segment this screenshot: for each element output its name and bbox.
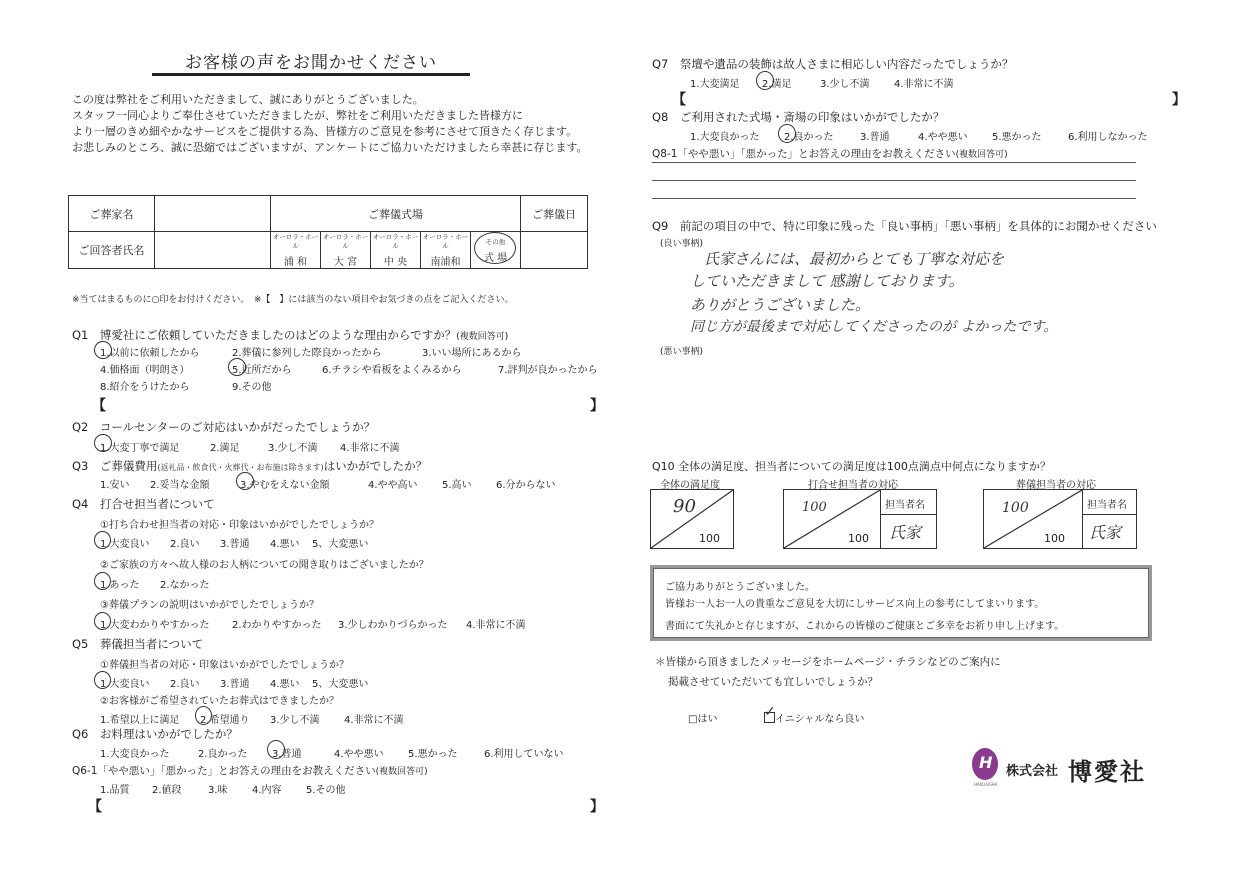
hall-option[interactable]: オーロラ・ホール 中 央 [371,232,421,269]
q5-option[interactable]: 2.良い [170,679,200,690]
q8-option[interactable]: 1.大変良かった [690,132,760,143]
info-table [68,195,588,269]
consent-line: ＊皆様から頂きましたメッセージをホームページ・チラシなどのご案内に [655,656,1001,668]
q2-option[interactable]: 2.満足 [210,443,240,454]
company-prefix: 株式会社 [1006,764,1059,779]
q1-option[interactable]: 4.価格面（明朗さ） [100,365,190,376]
hall-label: ご葬儀式場 [271,196,521,232]
family-name-label: ご葬家名 [69,196,155,232]
hall-option[interactable]: オーロラ・ホール 大 宮 [321,232,371,269]
intro-line: より一層のきめ細やかなサービスをご提供する為、皆様方のご意見を参考にさせて頂きたく存じます。 [72,125,578,138]
q5-option[interactable]: 5、大変悪い [312,679,369,690]
planner-score: 100 [802,500,827,515]
q3-option[interactable]: 2.妥当な金額 [150,480,210,491]
q3-option[interactable]: 1.安い [100,480,130,491]
score-max: 100 [699,532,720,545]
q2-option[interactable]: 3.少し不満 [268,443,318,454]
score-max: 100 [848,532,869,545]
q4-option[interactable]: 1.大変わかりやすかった [100,620,210,631]
q6-option[interactable]: 6.利用していない [484,749,564,760]
q10-col-label: 全体の満足度 [660,480,720,491]
q6-option[interactable]: 5.悪かった [408,749,458,760]
q7-option[interactable]: 2.満足 [762,79,792,90]
intro-line: お悲しみのところ、誠に恐縮ではございますが、アンケートにご協力いただけましたら幸甚に存じます。 [72,141,588,154]
date-label: ご葬儀日 [521,196,588,232]
q5-option[interactable]: 1.希望以上に満足 [100,715,180,726]
q1-option[interactable]: 9.その他 [232,382,272,393]
staff-name: 氏家 [1089,523,1122,542]
q1-option[interactable]: 1.以前に依頼したから [100,348,200,359]
q7-label: Q7 祭壇や遺品の装飾は故人さまに相応しい内容だったでしょうか？ [652,57,1014,71]
q7-option[interactable]: 1.大変満足 [690,79,740,90]
q1-option[interactable]: 7.評判が良かったから [498,365,598,376]
thanks-line: 皆様お一人お一人の貴重なご意見を大切にしサービス向上の参考にしてまいります。 [665,599,1045,610]
q9-label: Q9 前記の項目の中で、特に印象に残った「良い事柄」「悪い事柄」を具体的にお聞かせください [652,219,1157,233]
hall-option[interactable]: オーロラ・ホール 南浦和 [421,232,471,269]
score-max: 100 [1044,532,1065,545]
q7-bracket-close: 】 [1172,92,1186,108]
consent-initial-option[interactable]: ✓ イニシャルなら良い [764,704,865,725]
q6-bracket-close: 】 [590,799,604,815]
q2-option[interactable]: 4.非常に不満 [340,443,400,454]
company-name: 博愛社 [1068,758,1146,786]
staff-cell [1082,490,1137,548]
q3-option[interactable]: 5.高い [442,480,472,491]
intro-line: この度は弊社をご利用いただきまして、誠にありがとうございました。 [72,93,424,106]
q8-option[interactable]: 2.良かった [784,132,834,143]
q8-sub-label: Q8-1「やや悪い」「悪かった」とお答えの理由をお教えください(複数回答可) [652,148,1008,160]
q10-col-label: 葬儀担当者の対応 [1016,480,1096,491]
logo-mark-letter: H [979,753,993,772]
answer-line [652,162,1136,163]
q8-option[interactable]: 5.悪かった [992,132,1042,143]
q1-bracket-open: 【 [92,398,106,414]
q1-option[interactable]: 5.近所だから [232,365,292,376]
q4-sub3: ③葬儀プランの説明はいかがでしたでしょうか？ [100,600,319,611]
q1-option[interactable]: 3.いい場所にあるから [422,348,522,359]
q5-sub1: ①葬儀担当者の対応・印象はいかがでしたでしょうか？ [100,660,349,671]
q7-option[interactable]: 3.少し不満 [820,79,870,90]
q9-handwriting: 同じ方が最後まで対応してくださったのが よかったです。 [690,319,1058,335]
q4-sub2: ②ご家族の方々へ故人様のお人柄についての聞き取りはございましたか？ [100,560,429,571]
q4-option[interactable]: 1.大変良い [100,539,150,550]
company-logo-icon [972,748,998,780]
q4-sub1: ①打ち合わせ担当者の対応・印象はいかがでしたでしょうか？ [100,520,379,531]
staff-label: 担当者名 [1087,500,1127,511]
diagonal-divider [984,490,1082,548]
q5-option[interactable]: 3.普通 [220,679,250,690]
respondent-label: ご回答者氏名 [69,232,155,269]
consent-yes-option[interactable]: □はい [688,714,718,725]
q7-bracket-open: 【 [672,92,686,108]
q4-option[interactable]: 2.良い [170,539,200,550]
q3-label: Q3 ご葬儀費用(返礼品・飲食代・火葬代・お布施は除きます)はいかがでしたか？ [72,459,428,473]
q6-bracket-open: 【 [88,799,102,815]
q4-option[interactable]: 1.あった [100,580,140,591]
q6-option[interactable]: 2.良かった [198,749,248,760]
q1-option[interactable]: 6.チラシや看板をよくみるから [322,365,462,376]
q5-option[interactable]: 4.悪い [270,679,300,690]
q2-label: Q2 コールセンターのご対応はいかがだったでしょうか？ [72,420,376,434]
q5-option[interactable]: 2.希望通り [200,715,250,726]
respondent-field[interactable] [155,232,271,269]
answer-line [652,180,1136,181]
q9-good-label: (良い事柄) [660,239,704,249]
answer-line [652,198,1136,199]
instruction-note: ※当てはまるものに○印をお付けください。 ※【 】には該当のない項目やお気づきの点をご記入ください。 [72,295,514,305]
thank-you-box [650,565,1152,641]
q8-label: Q8 ご利用された式場・斎場の印象はいかがでしたか？ [652,110,945,124]
q8-option[interactable]: 4.やや悪い [918,132,968,143]
q9-bad-label: (悪い事柄) [660,347,704,357]
overall-score: 90 [673,496,696,517]
q1-label: Q1 博愛社にご依頼していただきましたのはどのような理由からですか？(複数回答可) [72,328,509,342]
hall-option-selected[interactable]: その他 式 場 [471,232,521,269]
q6-sub-option[interactable]: 3.味 [208,785,228,796]
q4-option[interactable]: 4.非常に不満 [466,620,526,631]
overall-score-box[interactable] [650,489,734,549]
thanks-line: 書面にて失礼かと存じますが、これからの皆様のご健康とご多幸をお祈り申し上げます。 [665,621,1065,632]
q10-col-label: 打合せ担当者の対応 [808,480,898,491]
date-field[interactable] [521,232,588,269]
q4-option[interactable]: 3.少しわかりづらかった [338,620,448,631]
intro-line: スタッフ一同心よりご奉仕させていただきましたが、弊社をご利用いただきました皆様方に [72,109,523,122]
staff-label: 担当者名 [885,500,925,511]
family-name-field[interactable] [155,196,271,232]
q4-option[interactable]: 2.なかった [160,580,210,591]
funeral-score-box[interactable] [983,489,1137,549]
q8-option[interactable]: 3.普通 [860,132,890,143]
staff-cell [880,490,937,548]
q4-label: Q4 打合せ担当者について [72,497,215,511]
q3-option[interactable]: 4.やや高い [368,480,418,491]
q6-sub-option[interactable]: 1.品質 [100,785,130,796]
q6-sub-option[interactable]: 4.内容 [252,785,282,796]
q6-sub-label: Q6-1「やや悪い」「悪かった」とお答えの理由をお教えください(複数回答可) [72,765,428,777]
q3-option[interactable]: 3.やむをえない金額 [240,480,330,491]
planner-score-box[interactable] [783,489,937,549]
logo-subtext: HAKUAISHA [974,782,998,787]
q5-option[interactable]: 4.非常に不満 [344,715,404,726]
q7-option[interactable]: 4.非常に不満 [894,79,954,90]
consent-line: 掲載させていただいても宜しいでしょうか？ [668,676,878,688]
funeral-score: 100 [1002,500,1029,516]
q5-label: Q5 葬儀担当者について [72,637,204,651]
q4-option[interactable]: 4.悪い [270,539,300,550]
q9-handwriting: していただきまして 感謝しております。 [690,272,964,290]
q6-sub-option[interactable]: 5.その他 [306,785,346,796]
checkmark-icon: ✓ [764,704,776,720]
q5-option[interactable]: 1.大変良い [100,679,150,690]
page-title: お客様の声をお聞かせください [152,48,470,76]
q6-option[interactable]: 1.大変良かった [100,749,170,760]
checkbox[interactable] [764,704,776,723]
q4-option[interactable]: 5、大変悪い [312,539,369,550]
q9-handwriting: 氏家さんには、最初からとても丁寧な対応を [704,250,1005,268]
q4-option[interactable]: 2.わかりやすかった [232,620,322,631]
q3-option[interactable]: 6.分からない [496,480,556,491]
q6-label: Q6 お料理はいかがでしたか？ [72,727,238,741]
q6-sub-option[interactable]: 2.値段 [152,785,182,796]
q10-label: Q10 全体の満足度、担当者についての満足度は100点満点中何点になりますか？ [652,460,1051,473]
q1-option[interactable]: 2.葬儀に参列した際良かったから [232,348,382,359]
q6-option[interactable]: 3.普通 [272,749,302,760]
q2-option[interactable]: 1.大変丁寧で満足 [100,443,180,454]
q8-option[interactable]: 6.利用しなかった [1068,132,1148,143]
q4-option[interactable]: 3.普通 [220,539,250,550]
q5-option[interactable]: 3.少し不満 [270,715,320,726]
thanks-line: ご協力ありがとうございました。 [665,582,815,593]
q6-option[interactable]: 4.やや悪い [334,749,384,760]
hall-option[interactable]: オーロラ・ホール 浦 和 [271,232,321,269]
staff-name: 氏家 [889,523,922,542]
q1-bracket-close: 】 [590,398,604,414]
q9-handwriting: ありがとうございました。 [690,296,871,314]
intro-text [72,92,587,156]
q1-option[interactable]: 8.紹介をうけたから [100,382,190,393]
q5-sub2: ②お客様がご希望されていたお葬式はできましたか？ [100,696,339,707]
